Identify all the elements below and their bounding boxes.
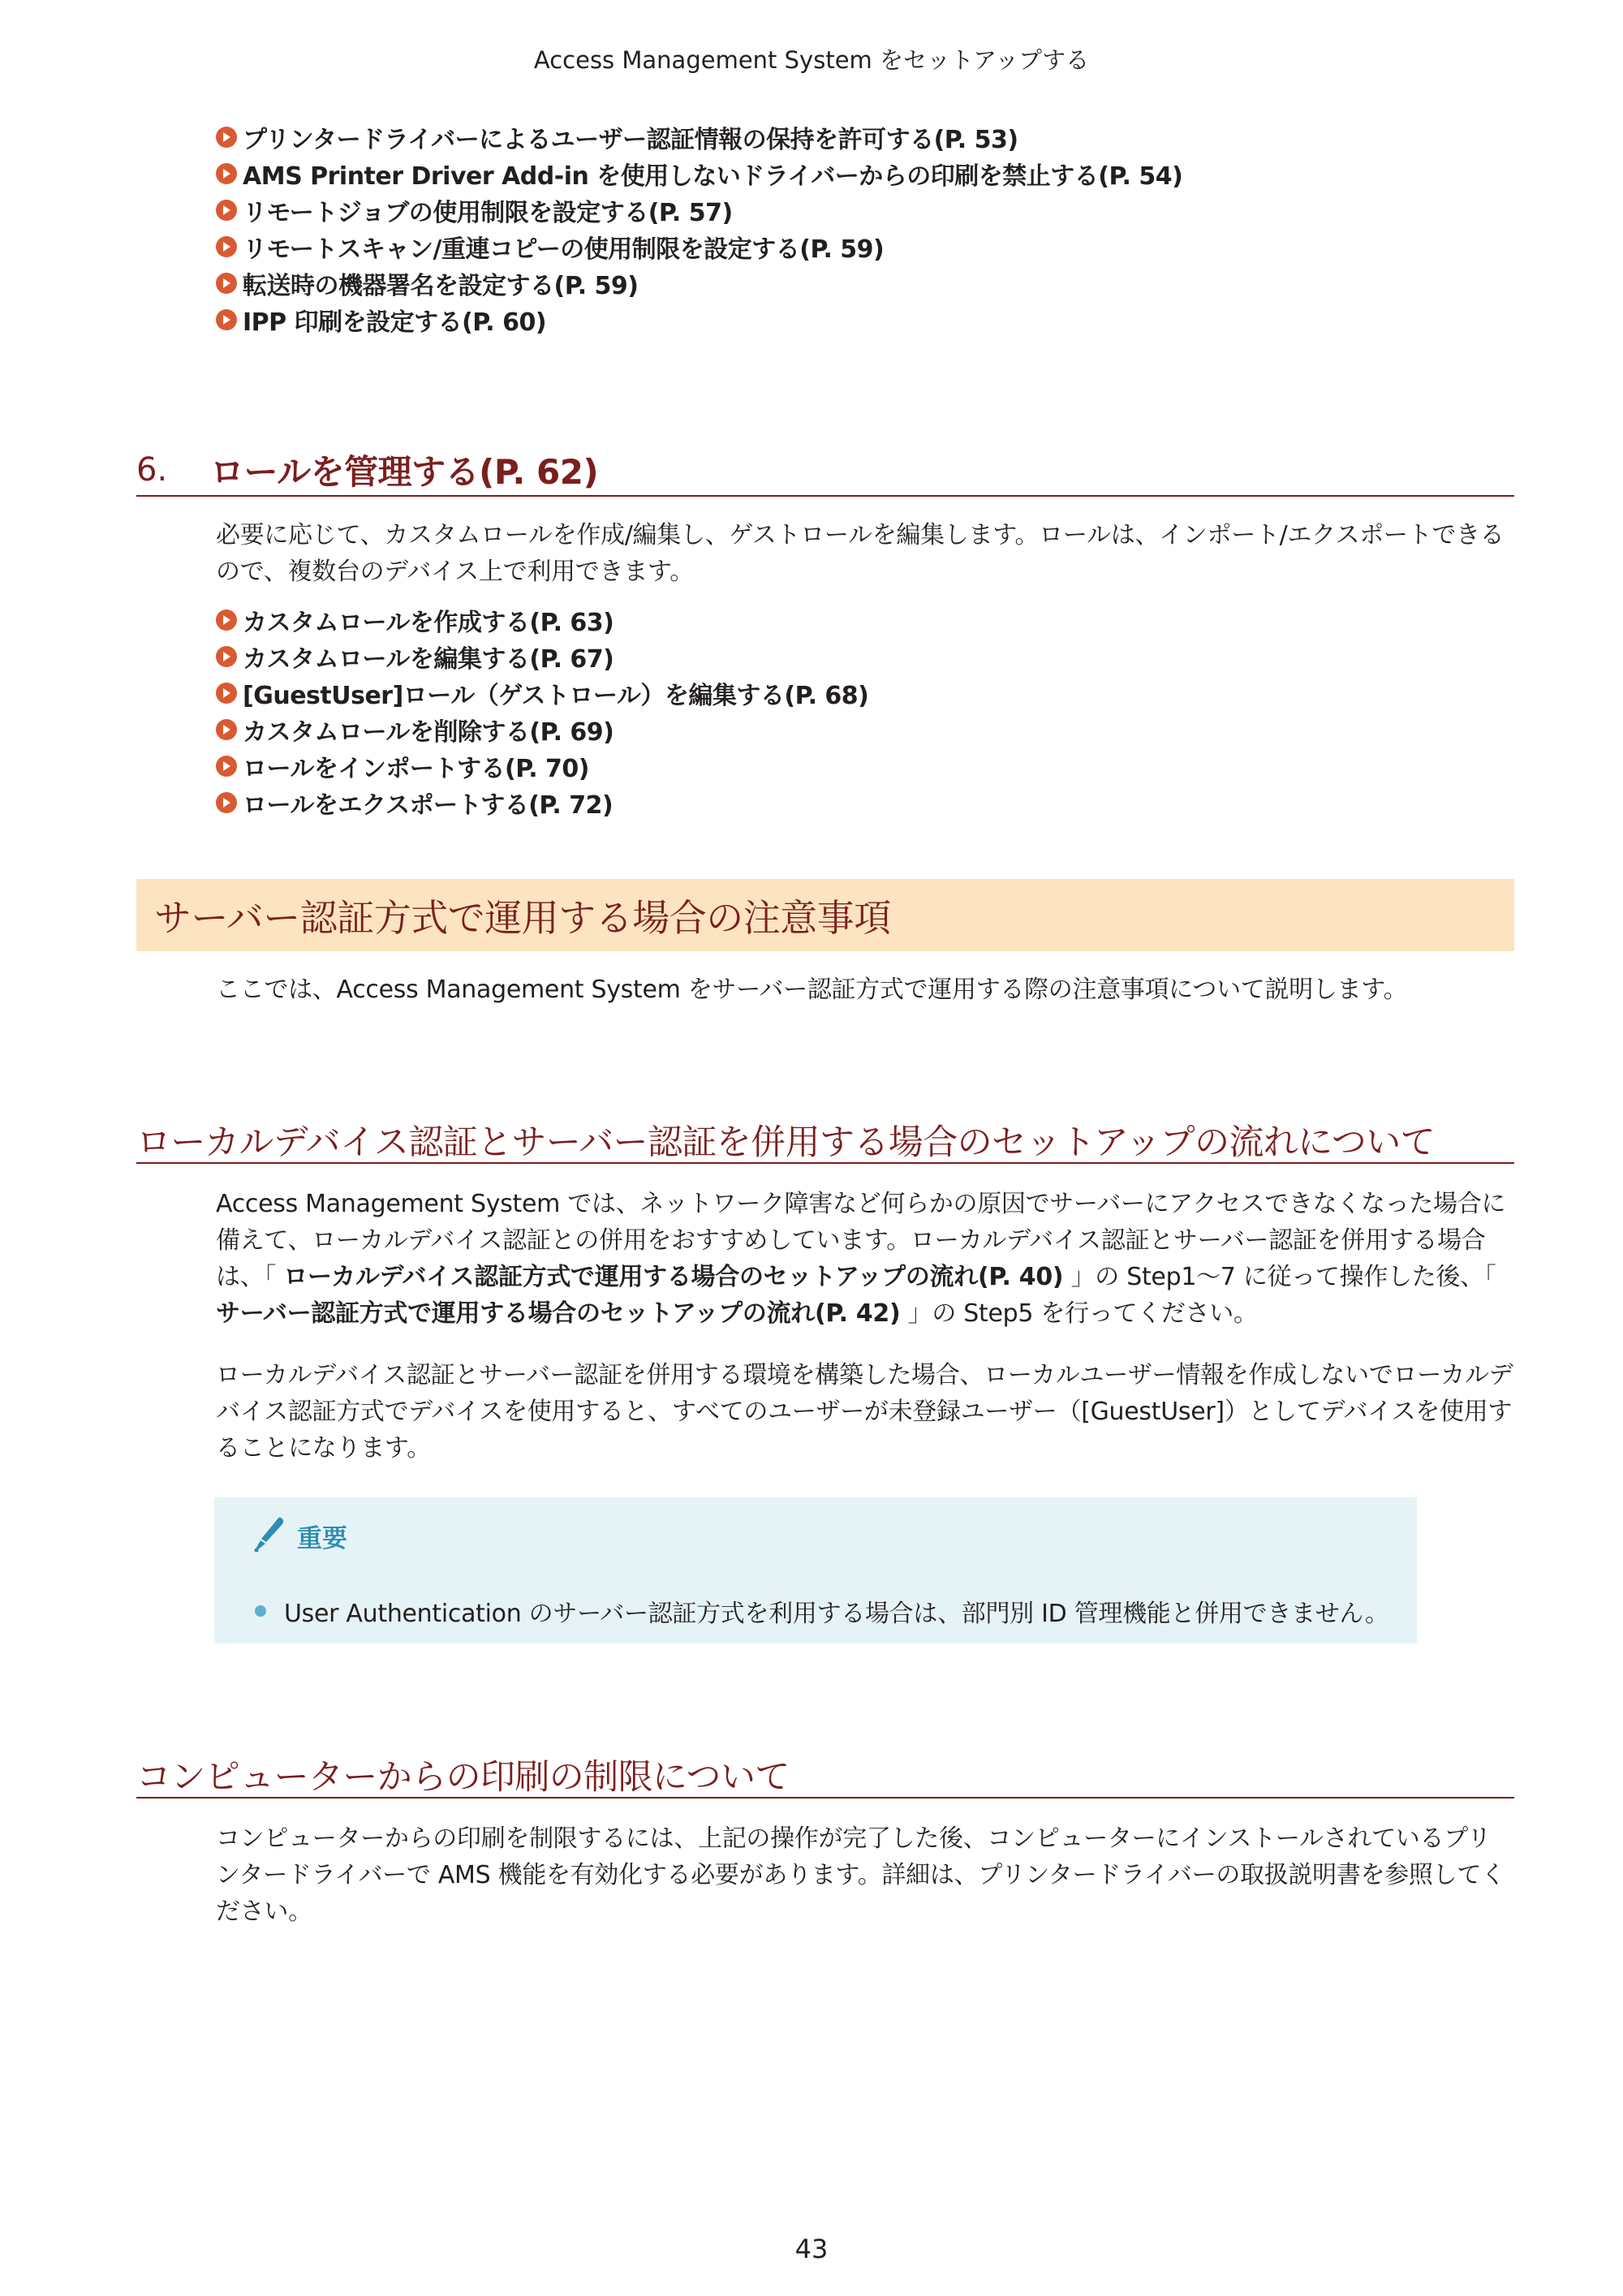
arrow-bullet-icon xyxy=(216,236,237,257)
link-text[interactable]: AMS Printer Driver Add-in を使用しないドライバーからの印刷を禁止する(P. 54) xyxy=(243,162,1183,191)
server-auth-title: サーバー認証方式で運用する場合の注意事項 xyxy=(154,895,891,940)
arrow-bullet-icon xyxy=(216,309,237,330)
link-text[interactable]: IPP 印刷を設定する(P. 60) xyxy=(243,308,547,337)
pen-icon xyxy=(253,1515,286,1556)
link-item[interactable] xyxy=(216,784,868,821)
link-item[interactable] xyxy=(216,638,868,674)
bullet-dot-icon xyxy=(255,1605,266,1617)
paragraph-text: 」の Step1～7 に従って操作した後、「 xyxy=(1063,1263,1496,1291)
link-item[interactable] xyxy=(216,601,868,638)
link-text[interactable]: [GuestUser]ロール（ゲストロール）を編集する(P. 68) xyxy=(243,681,869,710)
note-list-item xyxy=(255,1593,1389,1629)
arrow-bullet-icon xyxy=(216,792,237,813)
step6-description: 必要に応じて、カスタムロールを作成/編集し、ゲストロールを編集します。ロールは、インポート/エクスポートできるので、複数台のデバイス上で利用できます。 xyxy=(216,521,1505,586)
page-number: 43 xyxy=(794,2234,829,2264)
setup-flow-server-link[interactable]: サーバー認証方式で運用する場合のセットアップの流れ(P. 42) xyxy=(216,1299,901,1328)
server-auth-intro: ここでは、Access Management System をサーバー認証方式で運用する際の注意事項について説明します。 xyxy=(216,976,1408,1004)
paragraph-text: Access Management System では、ネットワーク障害など何らかの原因でサーバーにアクセスできなくなった場合に備えて、ローカルデバイス認証との併用をおすすめしています。ローカルデバイス認証とサーバー認証を併用する場合は、「 xyxy=(216,1190,1506,1291)
arrow-bullet-icon xyxy=(216,273,237,294)
setup-flow-local-link[interactable]: ローカルデバイス認証方式で運用する場合のセットアップの流れ(P. 40) xyxy=(283,1263,1064,1291)
link-text[interactable]: ロールをインポートする(P. 70) xyxy=(243,754,589,783)
top-link-list xyxy=(216,118,1182,338)
arrow-bullet-icon xyxy=(216,646,237,667)
link-text[interactable]: リモートジョブの使用制限を設定する(P. 57) xyxy=(243,198,733,227)
link-item[interactable] xyxy=(216,265,1182,301)
combined-auth-heading: ローカルデバイス認証とサーバー認証を併用する場合のセットアップの流れについて xyxy=(136,1117,1514,1164)
arrow-bullet-icon xyxy=(216,683,237,704)
arrow-bullet-icon xyxy=(216,719,237,740)
step6-heading xyxy=(136,445,1514,497)
link-text[interactable]: ロールをエクスポートする(P. 72) xyxy=(243,790,613,820)
print-restriction-heading: コンピューターからの印刷の制限について xyxy=(136,1751,1514,1798)
important-note-box xyxy=(214,1497,1417,1643)
link-item[interactable] xyxy=(216,192,1182,228)
link-item[interactable] xyxy=(216,155,1182,192)
link-item[interactable] xyxy=(216,118,1182,155)
paragraph-text: 」の Step5 を行ってください。 xyxy=(900,1299,1258,1328)
arrow-bullet-icon xyxy=(216,610,237,631)
link-text[interactable]: 転送時の機器署名を設定する(P. 59) xyxy=(243,271,639,300)
server-auth-heading xyxy=(136,879,1514,951)
combined-auth-paragraph-1 xyxy=(216,1186,1514,1332)
note-text: User Authentication のサーバー認証方式を利用する場合は、部門別 ID 管理機能と併用できません。 xyxy=(284,1600,1389,1628)
link-text[interactable]: リモートスキャン/重連コピーの使用制限を設定する(P. 59) xyxy=(243,235,885,264)
running-header: Access Management System をセットアップする xyxy=(533,46,1090,74)
link-text[interactable]: カスタムロールを削除する(P. 69) xyxy=(243,717,614,747)
arrow-bullet-icon xyxy=(216,756,237,777)
arrow-bullet-icon xyxy=(216,127,237,148)
combined-auth-paragraph-2: ローカルデバイス認証とサーバー認証を併用する環境を構築した場合、ローカルユーザー情報を作成しないでローカルデバイス認証方式でデバイスを使用すると、すべてのユーザーが未登録ユーザー（[GuestUser]）としてデバイスを使用することになります。 xyxy=(216,1361,1513,1462)
step-title-link[interactable]: ロールを管理する(P. 62) xyxy=(210,452,599,492)
step-number: 6. xyxy=(136,451,168,489)
print-restriction-body: コンピューターからの印刷を制限するには、上記の操作が完了した後、コンピューターにインストールされているプリンタードライバーで AMS 機能を有効化する必要があります。詳細は、プリンタードライバーの取扱説明書を参照してください。 xyxy=(216,1824,1505,1926)
note-label: 重要 xyxy=(297,1523,347,1553)
link-item[interactable] xyxy=(216,747,868,784)
link-text[interactable]: カスタムロールを作成する(P. 63) xyxy=(243,608,614,637)
link-item[interactable] xyxy=(216,711,868,747)
link-item[interactable] xyxy=(216,228,1182,265)
link-text[interactable]: プリンタードライバーによるユーザー認証情報の保持を許可する(P. 53) xyxy=(243,125,1018,154)
arrow-bullet-icon xyxy=(216,163,237,184)
link-item[interactable] xyxy=(216,301,1182,338)
link-item[interactable] xyxy=(216,674,868,711)
note-title xyxy=(253,1515,347,1556)
link-text[interactable]: カスタムロールを編集する(P. 67) xyxy=(243,644,614,674)
step6-link-list xyxy=(216,601,868,821)
arrow-bullet-icon xyxy=(216,200,237,221)
